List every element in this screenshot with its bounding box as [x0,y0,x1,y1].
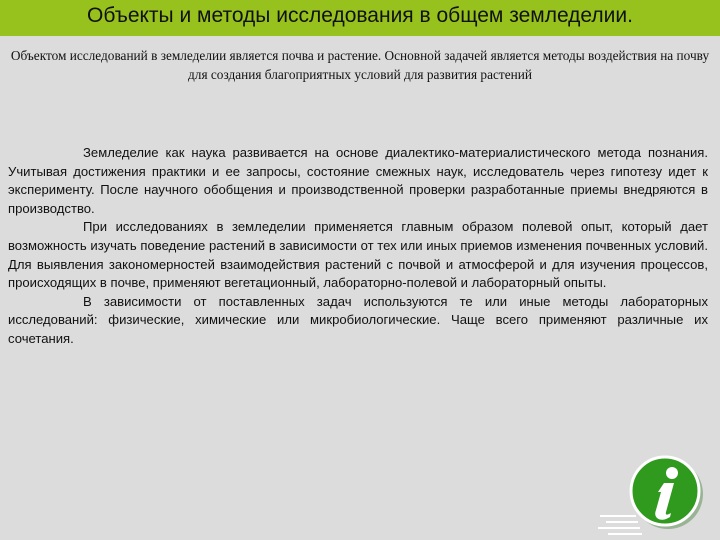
intro-text: Объектом исследований в земледелии является почва и растение. Основной задачей является методы воздействия на почву для создания благоприятных условий для развития растений [10,48,710,82]
paragraph-3: В зависимости от поставленных задач используются те или иные методы лабораторных исследований: физические, химические или микробиологические. Чаще всего применяют различные их сочетания. [8,293,708,346]
page-title: Объекты и методы исследования в общем земледелии. [87,4,633,27]
info-dot [666,467,678,479]
title-bar [0,0,720,36]
paragraph-1: Земледелие как наука развивается на основе диалектико-материалистического метода познания. Учитывая достижения практики и ее запросы, состояние смежных наук, исследователь через гипотезу идет к эксперименту. После научного обобщения и производственной проверки разработанные приемы внедряются в производство. [8,145,708,216]
info-badge[interactable] [594,452,720,540]
info-icon [594,452,720,540]
paragraph-2: При исследованиях в земледелии применяется главным образом полевой опыт, который дает возможность изучать поведение растений в зависимости от тех или иных приемов изменения почвенных условий. Для выявления закономерностей взаимодействия растений с почвой и атмосферой и для изучения процессов, происходящих в почве, применяют вегетационный, лабораторно-полевой и лабораторный опыты. [8,219,708,291]
body-text [8,144,708,349]
